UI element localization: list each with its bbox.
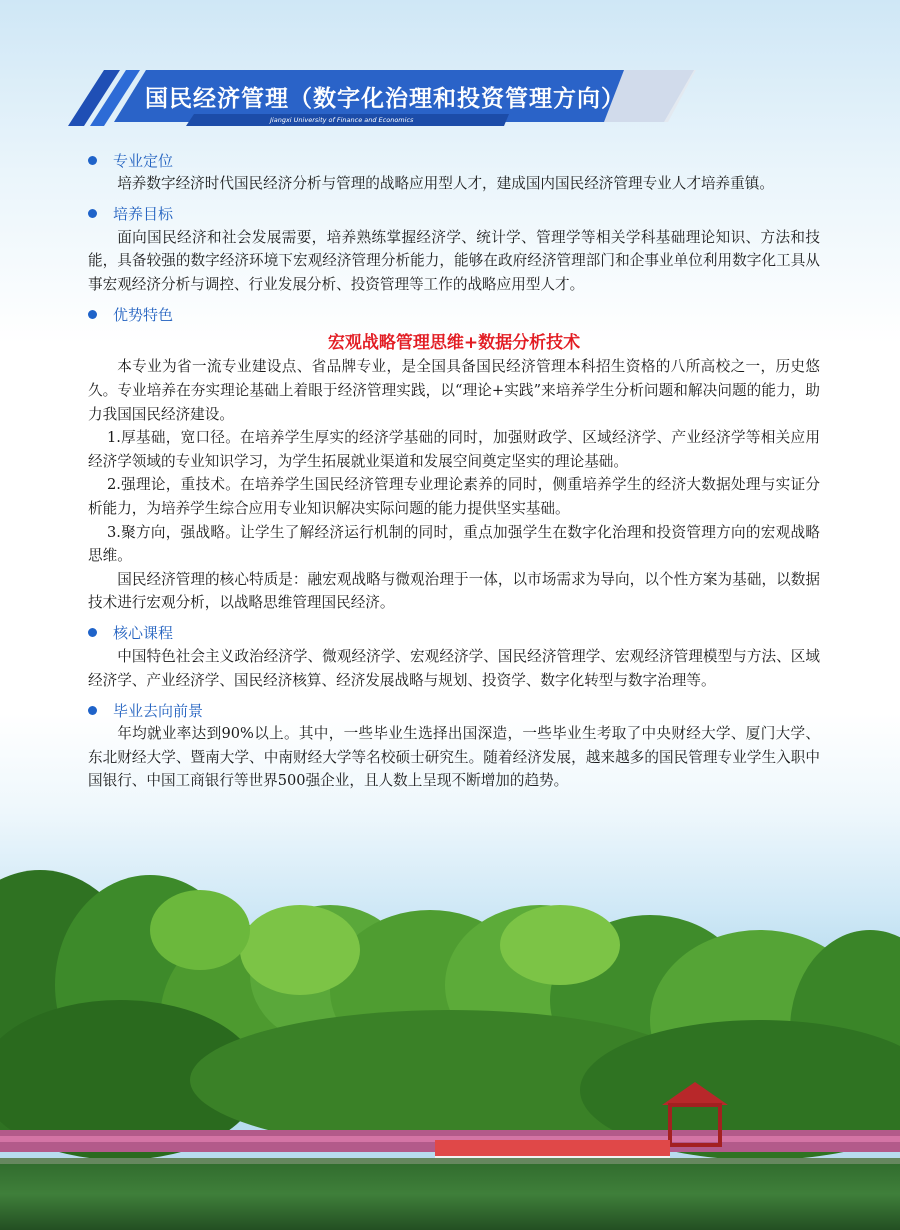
bullet-icon xyxy=(88,209,97,218)
university-name-en: Jiangxi University of Finance and Economics xyxy=(270,116,414,124)
paragraph: 年均就业率达到90%以上。其中，一些毕业生选择出国深造，一些毕业生考取了中央财经大学、厦门大学、东北财经大学、暨南大学、中南财经大学等名校硕士研究生。随着经济发展，越来越多的国民管理专业学生入职中国银行、中国工商银行等世界500强企业，且人数上呈现不断增加的趋势。 xyxy=(88,725,820,790)
section-header-courses xyxy=(88,621,820,645)
paragraph: 面向国民经济和社会发展需要，培养熟练掌握经济学、统计学、管理学等相关学科基础理论知识、方法和技能，具备较强的数字经济环境下宏观经济管理分析能力，能够在政府经济管理部门和企事业单位利用数字化工具从事宏观经济分析与调控、行业发展分析、投资管理等工作的战略应用型人才。 xyxy=(88,228,820,293)
paragraph: 本专业为省一流专业建设点、省品牌专业，是全国具备国民经济管理本科招生资格的八所高校之一，历史悠久。专业培养在夯实理论基础上着眼于经济管理实践，以“理论+实践”来培养学生分析问题和解决问题的能力，助力我国国民经济建设。 xyxy=(88,358,820,423)
paragraph: 2.强理论，重技术。在培养学生国民经济管理专业理论素养的同时，侧重培养学生的经济大数据处理与实证分析能力，为培养学生综合应用专业知识解决实际问题的能力提供坚实基础。 xyxy=(88,476,820,517)
section-title: 优势特色 xyxy=(113,305,174,324)
section-title: 核心课程 xyxy=(113,624,174,643)
section-header-career xyxy=(88,698,820,722)
bullet-icon xyxy=(88,628,97,637)
bullet-icon xyxy=(88,310,97,319)
page-title: 国民经济管理（数字化治理和投资管理方向） xyxy=(145,86,625,112)
paragraph: 培养数字经济时代国民经济分析与管理的战略应用型人才，建成国内国民经济管理专业人才培养重镇。 xyxy=(117,175,774,192)
paragraph: 国民经济管理的核心特质是：融宏观战略与微观治理于一体，以市场需求为导向，以个性方案为基础，以数据技术进行宏观分析，以战略思维管理国民经济。 xyxy=(88,570,820,612)
section-title: 培养目标 xyxy=(113,205,174,224)
tree-canopy xyxy=(0,870,900,1160)
section-header-features xyxy=(88,302,820,326)
paragraph: 中国特色社会主义政治经济学、微观经济学、宏观经济学、国民经济管理学、宏观经济管理模型与方法、区域经济学、产业经济学、国民经济核算、经济发展战略与规划、投资学、数字化转型与数字治理等。 xyxy=(88,647,820,689)
lake xyxy=(0,1158,900,1230)
feature-highlight: 宏观战略管理思维+数据分析技术 xyxy=(327,333,581,354)
section-title: 毕业去向前景 xyxy=(113,701,204,720)
section-header-positioning xyxy=(88,148,820,172)
section-title: 专业定位 xyxy=(113,151,174,170)
paragraph: 1.厚基础，宽口径。在培养学生厚实的经济学基础的同时，加强财政学、区域经济学、产业经济学等相关应用经济学领域的专业知识学习，为学生拓展就业渠道和发展空间奠定坚实的理论基础。 xyxy=(88,429,820,470)
content xyxy=(88,148,820,793)
section-header-goals xyxy=(88,202,820,226)
paragraph: 3.聚方向，强战略。让学生了解经济运行机制的同时，重点加强学生在数字化治理和投资管理方向的宏观战略思维。 xyxy=(88,523,820,565)
bullet-icon xyxy=(88,706,97,715)
bullet-icon xyxy=(88,156,97,165)
